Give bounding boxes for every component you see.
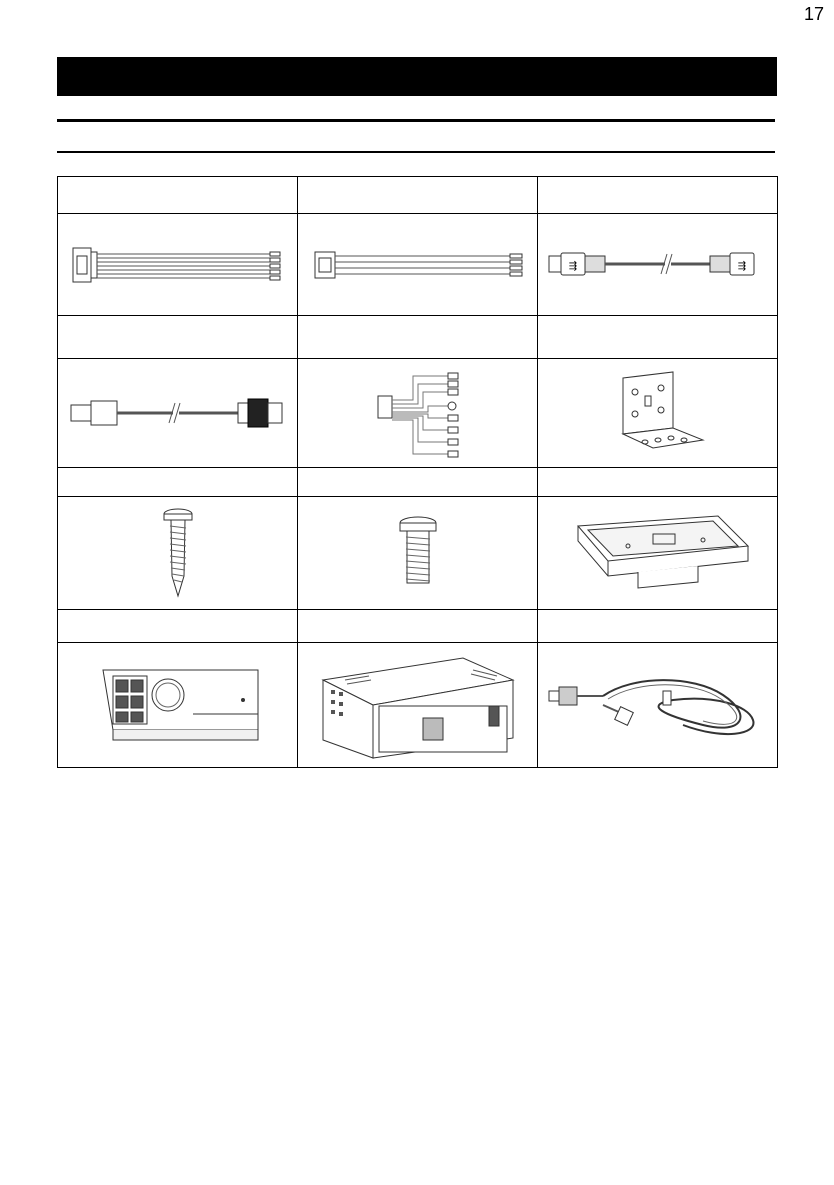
part-cell xyxy=(58,643,298,768)
main-unit-box-icon xyxy=(313,650,523,760)
wire-harness-1-icon xyxy=(65,240,290,290)
tapping-screw-icon xyxy=(158,506,198,601)
part-label xyxy=(298,177,538,214)
page-number: 17 xyxy=(803,4,824,24)
header-rule xyxy=(57,119,775,122)
svg-text:⇶: ⇶ xyxy=(737,260,747,272)
part-label xyxy=(58,468,298,497)
part-cell xyxy=(298,359,538,468)
part-cell xyxy=(58,359,298,468)
parts-table xyxy=(57,176,778,768)
part-cell xyxy=(298,643,538,768)
mounting-bracket-icon xyxy=(603,368,713,458)
part-label xyxy=(298,316,538,359)
part-cell xyxy=(298,497,538,610)
wire-harness-2-icon xyxy=(305,240,530,290)
part-label xyxy=(58,177,298,214)
coiled-cable-icon xyxy=(543,665,773,745)
part-label xyxy=(538,610,778,643)
part-label xyxy=(298,610,538,643)
part-label xyxy=(538,177,778,214)
part-cell xyxy=(538,214,778,316)
svg-text:⇶: ⇶ xyxy=(568,260,578,272)
part-label xyxy=(58,316,298,359)
part-cell xyxy=(58,497,298,610)
subtitle-rule xyxy=(57,151,775,153)
part-label xyxy=(58,610,298,643)
part-cell xyxy=(538,643,778,768)
part-cell xyxy=(58,214,298,316)
multi-connector-harness-icon xyxy=(368,366,468,461)
part-cell xyxy=(538,497,778,610)
control-panel-icon xyxy=(83,660,273,750)
part-label xyxy=(538,468,778,497)
antenna-cable-icon xyxy=(63,393,293,433)
part-cell xyxy=(298,214,538,316)
section-header-bar xyxy=(57,57,777,96)
part-cell xyxy=(538,359,778,468)
part-label xyxy=(298,468,538,497)
usb-cable-icon xyxy=(545,240,770,290)
mounting-cradle-icon xyxy=(558,506,758,601)
machine-screw-icon xyxy=(393,513,443,593)
part-label xyxy=(538,316,778,359)
